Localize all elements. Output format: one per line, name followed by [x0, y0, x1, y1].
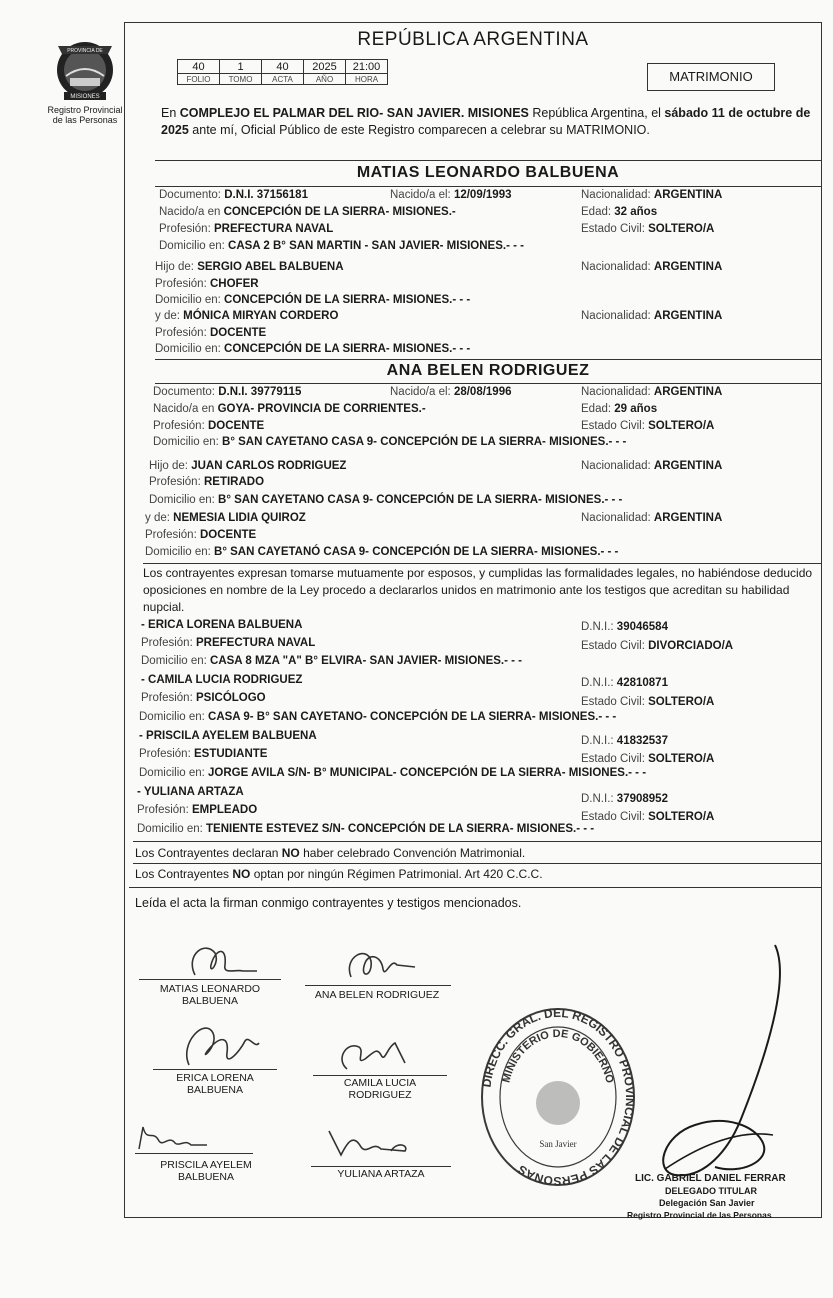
emblem-banner-text: PROVINCIA DE — [67, 48, 103, 54]
year-value: 2025 — [304, 60, 346, 74]
divider — [133, 841, 821, 842]
signature-line — [311, 1166, 451, 1167]
regime-text-a: Los Contrayentes — [135, 867, 233, 881]
witness-4-address: TENIENTE ESTEVEZ S/N- CONCEPCIÓN DE LA SIERRA- MISIONES.- - - — [206, 823, 595, 835]
signature-line — [305, 985, 451, 986]
witness-4-addr-row — [137, 823, 594, 835]
label: Domicilio en: — [139, 711, 205, 723]
label: Profesión: — [159, 223, 211, 235]
signature-name-witness3 — [139, 1159, 273, 1183]
label: Estado Civil: — [581, 640, 645, 652]
label: Profesión: — [153, 420, 205, 432]
label: Nacionalidad: — [581, 261, 651, 273]
official-office: Delegación San Javier — [659, 1198, 755, 1208]
bride-mother-nationality: ARGENTINA — [653, 512, 723, 524]
witness-1-addr-row — [141, 655, 522, 667]
logo-caption-line1: Registro Provincial — [47, 105, 123, 115]
sig-groom-line2: BALBUENA — [181, 995, 239, 1007]
groom-mother-addr-row — [155, 343, 470, 355]
year-label: AÑO — [304, 74, 346, 85]
bride-father-prof-row — [149, 476, 264, 488]
groom-father-nationality: ARGENTINA — [653, 261, 723, 273]
label: Estado Civil: — [581, 420, 645, 432]
divider — [133, 863, 821, 864]
acta-value: 40 — [262, 60, 304, 74]
label: D.N.I.: — [581, 621, 614, 633]
official-name: LIC. GABRIEL DANIEL FERRAR — [635, 1173, 786, 1184]
groom-birthdate-row — [390, 189, 512, 201]
bride-name: ANA BELEN RODRIGUEZ — [386, 362, 590, 379]
bride-marital-status: SOLTERO/A — [648, 420, 715, 432]
declaration-text: Los contrayentes expresan tomarse mutuamente por esposos, y cumplidas las formalidades legales, no habiéndose deducido oposiciones en nombre de la Ley procedo a declararlos unidos en matrimonio ante los testigos que acreditan su habilidad nupcial. — [143, 566, 813, 614]
tomo-label: TOMO — [220, 74, 262, 85]
groom-profession-row — [159, 223, 333, 235]
groom-mother-profession: DOCENTE — [209, 327, 267, 339]
label: Domicilio en: — [159, 240, 225, 252]
marriage-certificate — [124, 22, 822, 1218]
seal-inner-text: MINISTERIO DE GOBIERNO — [500, 1027, 616, 1085]
signature-witness3-icon — [133, 1121, 213, 1155]
label: Profesión: — [137, 804, 189, 816]
closing-statement: Leída el acta la firman conmigo contrayentes y testigos mencionados. — [135, 896, 522, 910]
logo-caption-line2: de las Personas — [52, 115, 118, 125]
signature-name-bride: ANA BELEN RODRIGUEZ — [314, 989, 440, 1001]
witness-3-status-row — [581, 753, 714, 765]
label: y de: — [145, 512, 170, 524]
groom-nationality-row — [581, 189, 722, 201]
bride-mother-nat-row — [581, 512, 722, 524]
bride-father-addr-row — [149, 494, 622, 506]
bride-father-name: JUAN CARLOS RODRIGUEZ — [191, 460, 347, 472]
bride-mother-row — [145, 512, 306, 524]
witness-1-status-row — [581, 640, 733, 652]
sig-w1-line1: ERICA LORENA — [176, 1072, 254, 1084]
bride-status-row — [581, 420, 714, 432]
groom-father-addr-row — [155, 294, 470, 306]
groom-address: CASA 2 B° SAN MARTIN - SAN JAVIER- MISIONES.- - - — [228, 240, 524, 252]
witness-2-prof-row — [141, 692, 266, 704]
witness-2-addr-row — [139, 711, 616, 723]
witness-3-address: JORGE AVILA S/N- B° MUNICIPAL- CONCEPCIÓN DE LA SIERRA- MISIONES.- - - — [208, 767, 647, 779]
groom-father-address: CONCEPCIÓN DE LA SIERRA- MISIONES.- - - — [224, 294, 471, 306]
label: Documento: — [153, 386, 216, 398]
label: Domicilio en: — [155, 343, 221, 355]
witness-2-status-row — [581, 696, 714, 708]
witness-2-name: - CAMILA LUCIA RODRIGUEZ — [141, 674, 303, 686]
page-title: REPÚBLICA ARGENTINA — [357, 29, 589, 50]
official-title: DELEGADO TITULAR — [665, 1186, 757, 1196]
intro-text-3: ante mí, Oficial Público de este Registro comparecen a celebrar su MATRIMONIO. — [188, 123, 650, 137]
bride-birthplace-row — [153, 403, 426, 415]
sig-w2-line1: CAMILA LUCIA — [343, 1077, 417, 1089]
witness-1-dni: 39046584 — [616, 621, 668, 633]
groom-document-row — [159, 189, 308, 201]
intro-paragraph — [161, 105, 819, 139]
bride-document-row — [153, 386, 301, 398]
label: Nacido/a en — [159, 206, 221, 218]
bride-father-row — [149, 460, 346, 472]
doc-type-badge: MATRIMONIO — [647, 63, 775, 91]
witness-4-name: - YULIANA ARTAZA — [137, 786, 244, 798]
bride-father-nationality: ARGENTINA — [653, 460, 723, 472]
groom-document: D.N.I. 37156181 — [224, 189, 308, 201]
label: Estado Civil: — [581, 223, 645, 235]
label: Nacido/a en — [153, 403, 215, 415]
label: Nacionalidad: — [581, 310, 651, 322]
label: Profesión: — [149, 476, 201, 488]
seal-ring-text: DIRECC. GRAL. DEL REGISTRO PROVINCIAL DE LAS PERSONAS — [479, 1007, 637, 1187]
signature-name-witness1 — [153, 1072, 277, 1096]
official-signature-icon — [645, 939, 795, 1189]
label: Profesión: — [155, 278, 207, 290]
label: Domicilio en: — [153, 436, 219, 448]
witness-1-address: CASA 8 MZA "A" B° ELVIRA- SAN JAVIER- MISIONES.- - - — [210, 655, 522, 667]
sig-groom-line1: MATIAS LEONARDO — [159, 983, 261, 995]
witness-2-dni: 42810871 — [616, 677, 668, 689]
witness-4-profession: EMPLEADO — [191, 804, 258, 816]
signature-line — [139, 979, 281, 980]
groom-father-nat-row — [581, 261, 722, 273]
label: Documento: — [159, 189, 222, 201]
signature-line — [153, 1069, 277, 1070]
witness-2-profession: PSICÓLOGO — [195, 692, 266, 704]
label: y de: — [155, 310, 180, 322]
bride-address: B° SAN CAYETANO CASA 9- CONCEPCIÓN DE LA SIERRA- MISIONES.- - - — [222, 436, 627, 448]
bride-father-nat-row — [581, 460, 722, 472]
emblem-province-name: MISIONES — [70, 94, 100, 100]
ceremony-place: COMPLEJO EL PALMAR DEL RIO- SAN JAVIER. MISIONES — [179, 106, 529, 120]
bride-birthdate: 28/08/1996 — [453, 386, 512, 398]
label: Domicilio en: — [149, 494, 215, 506]
label: Hijo de: — [149, 460, 188, 472]
groom-father-prof-row — [155, 278, 259, 290]
signature-name-witness2 — [309, 1077, 451, 1101]
bride-mother-name: NEMESIA LIDIA QUIROZ — [173, 512, 306, 524]
witness-4-prof-row — [137, 804, 257, 816]
label: Nacionalidad: — [581, 512, 651, 524]
tomo-value: 1 — [220, 60, 262, 74]
bride-age: 29 años — [614, 403, 658, 415]
bride-address-row — [153, 436, 626, 448]
registry-box — [177, 59, 388, 85]
ceremony-date: sábado 11 de octubre de 2025 — [161, 106, 811, 137]
bride-document: D.N.I. 39779115 — [218, 386, 302, 398]
witness-3-name: - PRISCILA AYELEM BALBUENA — [139, 730, 317, 742]
label: Profesión: — [155, 327, 207, 339]
divider — [129, 887, 821, 888]
signature-witness4-icon — [321, 1121, 421, 1165]
official-seal-icon — [479, 1007, 637, 1187]
witness-4-dni: 37908952 — [616, 793, 668, 805]
divider — [155, 383, 821, 384]
label: Profesión: — [139, 748, 191, 760]
signature-line — [313, 1075, 447, 1076]
sig-w1-line2: BALBUENA — [186, 1084, 244, 1096]
label: Edad: — [581, 403, 612, 415]
witness-3-addr-row — [139, 767, 646, 779]
signature-groom-icon — [165, 935, 265, 983]
bride-nationality-row — [581, 386, 722, 398]
bride-father-profession: RETIRADO — [203, 476, 265, 488]
bride-birthplace: GOYA- PROVINCIA DE CORRIENTES.- — [217, 403, 426, 415]
witness-4-status-row — [581, 811, 714, 823]
groom-mother-nat-row — [581, 310, 722, 322]
groom-mother-nationality: ARGENTINA — [653, 310, 723, 322]
witness-1-profession: PREFECTURA NAVAL — [195, 637, 316, 649]
label: Profesión: — [141, 637, 193, 649]
regime-statement — [135, 867, 543, 881]
official-org: Registro Provincial de las Personas — [627, 1210, 772, 1220]
bride-mother-addr-row — [145, 546, 618, 558]
folio-value: 40 — [178, 60, 220, 74]
groom-nationality: ARGENTINA — [653, 189, 723, 201]
bride-age-row — [581, 403, 657, 415]
label: Estado Civil: — [581, 696, 645, 708]
intro-text-1: En — [161, 106, 180, 120]
groom-address-row — [159, 240, 524, 252]
label: Nacionalidad: — [581, 189, 651, 201]
groom-father-row — [155, 261, 344, 273]
groom-father-name: SERGIO ABEL BALBUENA — [197, 261, 344, 273]
groom-mother-name: MÓNICA MIRYAN CORDERO — [183, 310, 339, 322]
convention-statement — [135, 846, 525, 860]
conv-no: NO — [281, 846, 300, 860]
label: Nacionalidad: — [581, 460, 651, 472]
witness-1-marital-status: DIVORCIADO/A — [648, 640, 734, 652]
witness-3-profession: ESTUDIANTE — [193, 748, 268, 760]
label: Profesión: — [145, 529, 197, 541]
label: Domicilio en: — [155, 294, 221, 306]
province-emblem-icon — [50, 32, 120, 102]
signature-name-groom — [139, 983, 281, 1007]
groom-birthplace-row — [159, 206, 456, 218]
groom-father-profession: CHOFER — [209, 278, 259, 290]
signature-bride-icon — [325, 937, 425, 987]
label: Edad: — [581, 206, 612, 218]
bride-profession-row — [153, 420, 264, 432]
groom-status-row — [581, 223, 714, 235]
bride-mother-address: B° SAN CAYETANÓ CASA 9- CONCEPCIÓN DE LA SIERRA- MISIONES.- - - — [214, 546, 619, 558]
hour-label: HORA — [346, 74, 388, 85]
signature-name-witness4: YULIANA ARTAZA — [337, 1168, 425, 1180]
witness-3-prof-row — [139, 748, 267, 760]
label: Domicilio en: — [137, 823, 203, 835]
groom-age-row — [581, 206, 657, 218]
label: Domicilio en: — [139, 767, 205, 779]
witness-1-prof-row — [141, 637, 315, 649]
bride-mother-prof-row — [145, 529, 256, 541]
divider — [155, 359, 821, 360]
seal-center-text: San Javier — [539, 1139, 577, 1149]
label: D.N.I.: — [581, 793, 614, 805]
label: Hijo de: — [155, 261, 194, 273]
witness-2-marital-status: SOLTERO/A — [648, 696, 715, 708]
divider — [155, 186, 821, 187]
label: Nacido/a el: — [390, 189, 451, 201]
witness-3-marital-status: SOLTERO/A — [648, 753, 715, 765]
signature-line — [135, 1153, 253, 1154]
conv-text-a: Los Contrayentes declaran — [135, 846, 282, 860]
groom-age: 32 años — [614, 206, 658, 218]
regime-text-c: optan por ningún Régimen Patrimonial. Art 420 C.C.C. — [250, 867, 543, 881]
label: Domicilio en: — [141, 655, 207, 667]
groom-profession: PREFECTURA NAVAL — [213, 223, 334, 235]
divider — [155, 160, 821, 161]
groom-mother-address: CONCEPCIÓN DE LA SIERRA- MISIONES.- - - — [224, 343, 471, 355]
folio-label: FOLIO — [178, 74, 220, 85]
bride-birthdate-row — [390, 386, 512, 398]
signature-witness2-icon — [325, 1033, 415, 1079]
intro-text-2: República Argentina, el — [528, 106, 665, 120]
groom-mother-row — [155, 310, 338, 322]
witness-4-marital-status: SOLTERO/A — [648, 811, 715, 823]
signature-witness1-icon — [169, 1013, 269, 1073]
bride-mother-profession: DOCENTE — [199, 529, 257, 541]
groom-name: MATIAS LEONARDO BALBUENA — [356, 164, 620, 181]
conv-text-c: haber celebrado Convención Matrimonial. — [299, 846, 526, 860]
label: Estado Civil: — [581, 753, 645, 765]
witness-1-name: - ERICA LORENA BALBUENA — [141, 619, 303, 631]
groom-birthdate: 12/09/1993 — [453, 189, 512, 201]
label: D.N.I.: — [581, 677, 614, 689]
witness-2-address: CASA 9- B° SAN CAYETANO- CONCEPCIÓN DE LA SIERRA- MISIONES.- - - — [208, 711, 617, 723]
label: Nacionalidad: — [581, 386, 651, 398]
hour-value: 21:00 — [346, 60, 388, 74]
bride-father-address: B° SAN CAYETANO CASA 9- CONCEPCIÓN DE LA SIERRA- MISIONES.- - - — [218, 494, 623, 506]
label: Nacido/a el: — [390, 386, 451, 398]
label: D.N.I.: — [581, 735, 614, 747]
witness-1-dni-row — [581, 621, 668, 633]
witness-3-dni-row — [581, 735, 668, 747]
sig-w3-line2: BALBUENA — [177, 1171, 235, 1183]
sig-w2-line2: RODRIGUEZ — [348, 1089, 412, 1101]
witness-4-dni-row — [581, 793, 668, 805]
divider — [143, 563, 821, 564]
bride-nationality: ARGENTINA — [653, 386, 723, 398]
label: Estado Civil: — [581, 811, 645, 823]
acta-label: ACTA — [262, 74, 304, 85]
groom-marital-status: SOLTERO/A — [648, 223, 715, 235]
label: Profesión: — [141, 692, 193, 704]
bride-profession: DOCENTE — [207, 420, 265, 432]
groom-birthplace: CONCEPCIÓN DE LA SIERRA- MISIONES.- — [223, 206, 456, 218]
regime-no: NO — [232, 867, 251, 881]
witness-3-dni: 41832537 — [616, 735, 668, 747]
sig-w3-line1: PRISCILA AYELEM — [160, 1159, 252, 1171]
witness-2-dni-row — [581, 677, 668, 689]
label: Domicilio en: — [145, 546, 211, 558]
groom-mother-prof-row — [155, 327, 266, 339]
